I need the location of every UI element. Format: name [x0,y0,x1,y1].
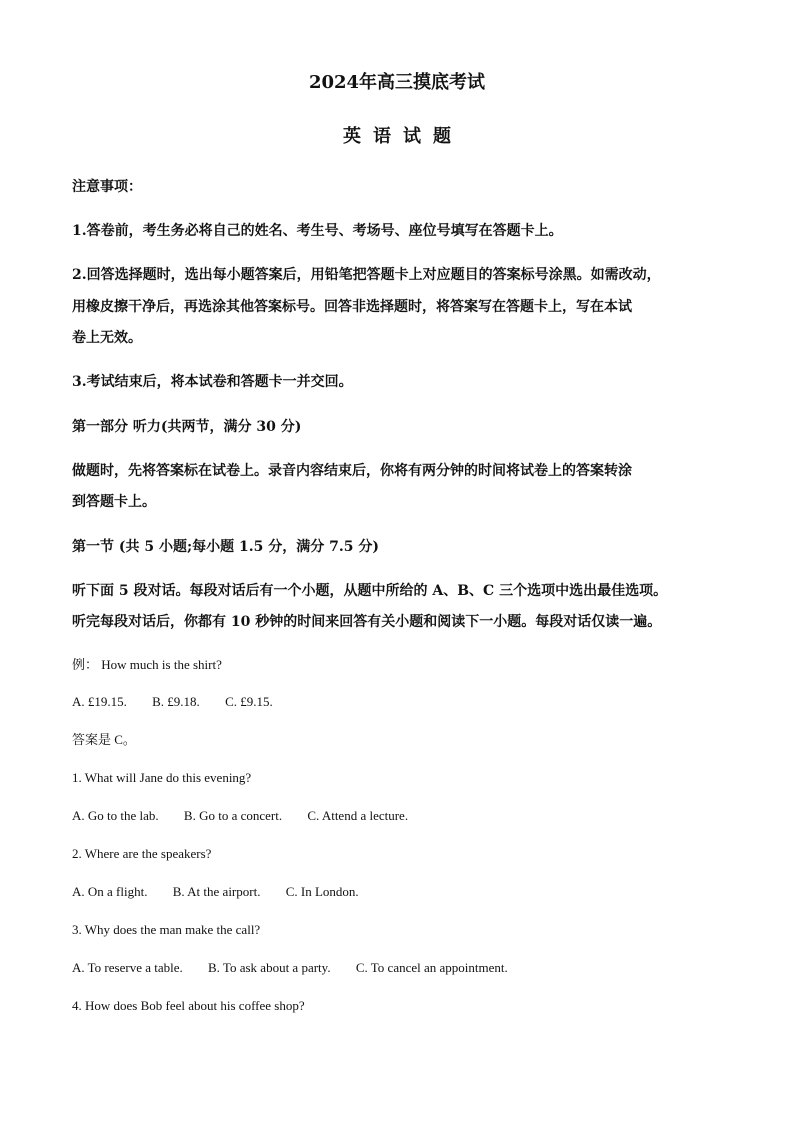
notice-item-2-line-2: 用橡皮擦干净后，再选涂其他答案标号。回答非选择题时，将答案写在答题卡上，写在本试 [72,299,632,315]
example-answer: 答案是 C。 [72,732,136,747]
question-2-option-c: C. In London. [285,884,359,899]
notice-item-3: 3.考试结束后，将本试卷和答题卡一并交回。 [72,374,353,390]
example-option-b: B. £9.18. [152,694,200,709]
notice-item-1: 1.答卷前，考生务必将自己的姓名、考生号、考场号、座位号填写在答题卡上。 [72,223,563,239]
question-3-option-c: C. To cancel an appointment. [355,960,508,975]
question-2: 2. Where are the speakers? [72,846,212,861]
section1-instruction-line-1: 听下面 5 段对话。每段对话后有一个小题，从题中所给的 A、B、C 三个选项中选出最佳选项。 [72,583,668,599]
question-3-option-b: B. To ask about a party. [208,960,331,975]
notice-item-2-line-1: 2.回答选择题时，选出每小题答案后，用铅笔把答题卡上对应题目的答案标号涂黑。如需改动， [72,267,661,283]
question-1-option-c: C. Attend a lecture. [307,808,409,823]
exam-subtitle: 英语试题 [343,126,463,147]
question-1-option-a: A. Go to the lab. [72,808,159,823]
example-option-a: A. £19.15. [72,694,127,709]
question-3-option-a: A. To reserve a table. [72,960,183,975]
question-1: 1. What will Jane do this evening? [72,770,252,785]
question-3: 3. Why does the man make the call? [72,922,261,937]
exam-title: 2024年高三摸底考试 [308,72,486,93]
question-2-options [72,882,359,902]
part1-instruction-line-2: 到答题卡上。 [72,494,156,510]
part1-instruction-line-1: 做题时，先将答案标在试卷上。录音内容结束后，你将有两分钟的时间将试卷上的答案转涂 [72,463,632,479]
part1-heading: 第一部分 听力(共两节，满分 30 分) [72,419,302,435]
example-question: 例： How much is the shirt? [72,657,222,672]
question-1-options [72,806,408,826]
section1-instruction-line-2: 听完每段对话后，你都有 10 秒钟的时间来回答有关小题和阅读下一小题。每段对话仅读一遍。 [72,614,662,630]
notice-heading: 注意事项： [72,179,142,195]
question-2-option-a: A. On a flight. [72,884,148,899]
question-4: 4. How does Bob feel about his coffee shop? [72,998,305,1013]
notice-item-2-line-3: 卷上无效。 [72,330,142,346]
question-2-option-b: B. At the airport. [172,884,261,899]
example-option-c: C. £9.15. [225,694,273,709]
section1-heading: 第一节 (共 5 小题;每小题 1.5 分，满分 7.5 分) [72,539,379,555]
question-1-option-b: B. Go to a concert. [183,808,283,823]
question-3-options [72,958,508,978]
example-options [72,692,273,712]
